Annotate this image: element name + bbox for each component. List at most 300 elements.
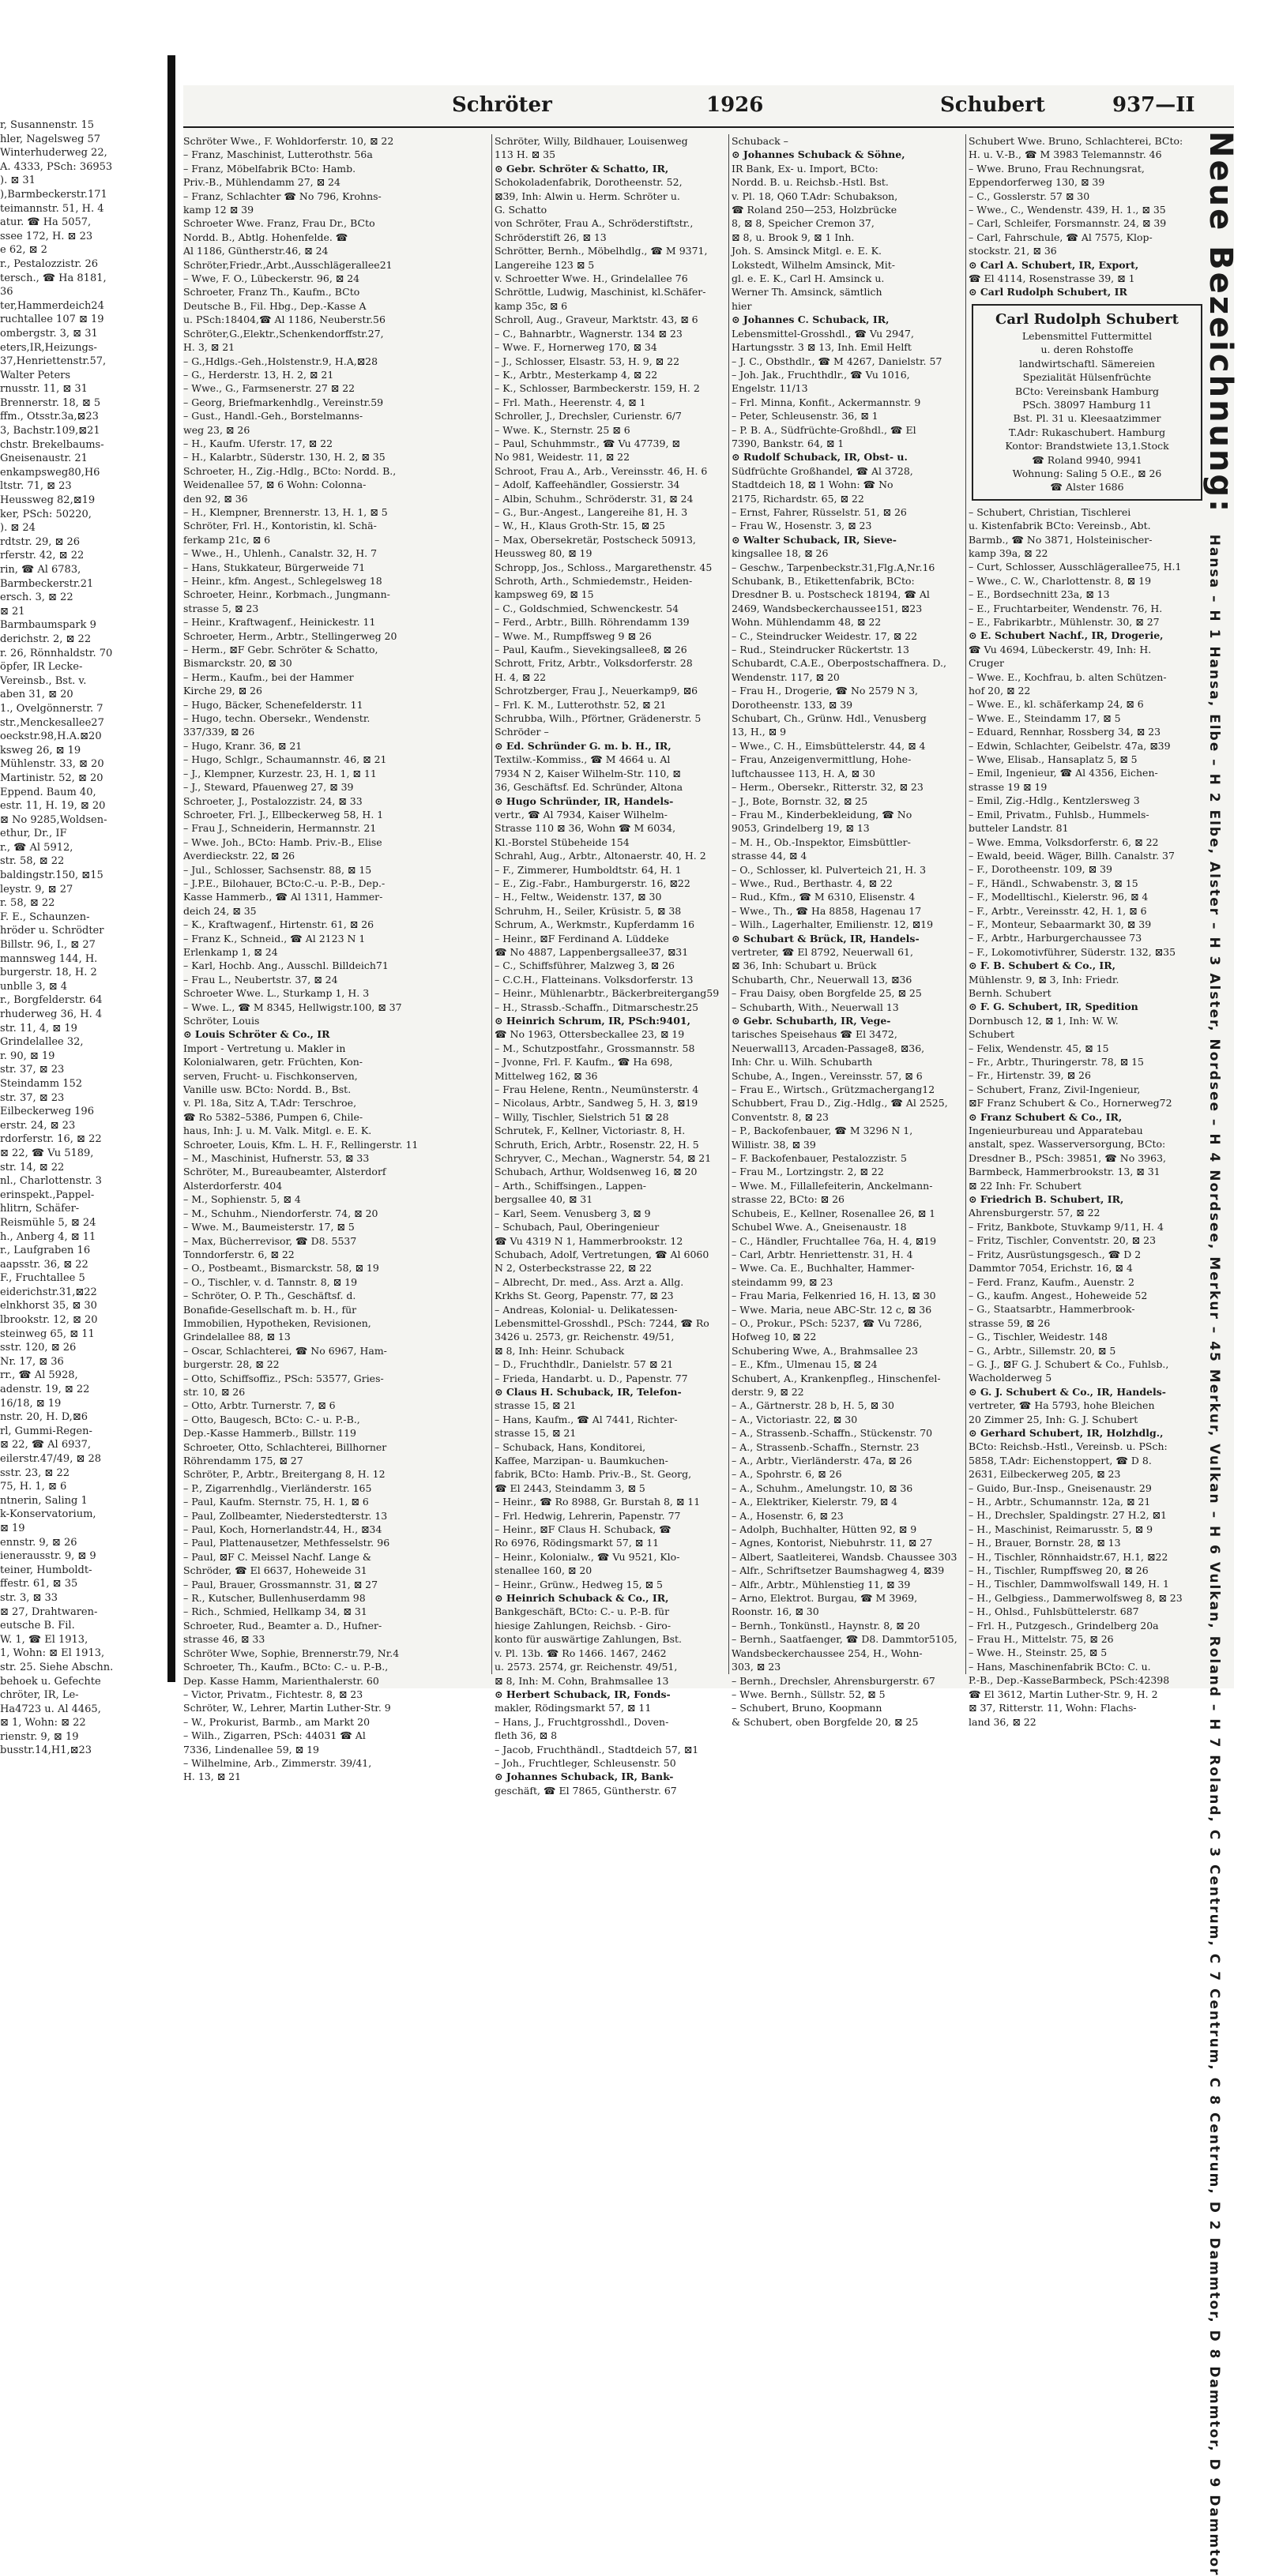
directory-entry: Schubel Wwe. A., Gneisenaustr. 18 bbox=[732, 1221, 907, 1234]
directory-entry: stockstr. 21, ⊠ 36 bbox=[969, 245, 1057, 257]
directory-entry: – A., Strassenb.-Schaffn., Stückenstr. 70 bbox=[732, 1427, 933, 1440]
directory-entry: Schröder, ☎ El 6637, Hoheweide 31 bbox=[183, 1564, 367, 1577]
directory-entry: – Heinr., ⊠F Claus H. Schuback, ☎ bbox=[495, 1523, 672, 1536]
directory-entry: – H., Arbtr., Schumannstr. 12a, ⊠ 21 bbox=[969, 1496, 1151, 1508]
directory-entry: – C., Händler, Fruchtallee 76a, H. 4, ⊠19 bbox=[732, 1234, 937, 1247]
directory-entry: 303, ⊠ 23 bbox=[732, 1661, 781, 1673]
directory-entry: luftchaussee 113, H. A, ⊠ 30 bbox=[732, 767, 875, 779]
advertisement-line: ☎ Alster 1686 bbox=[1050, 481, 1124, 494]
directory-entry: tarisches Speisehaus ☎ El 3472, bbox=[732, 1028, 897, 1041]
gutter-line: lbrookstr. 12, ⊠ 20 bbox=[0, 1314, 98, 1327]
gutter-line: steinweg 65, ⊠ 11 bbox=[0, 1327, 95, 1340]
directory-entry: Schröter,G.,Elektr.,Schenkendorffstr.27, bbox=[183, 327, 384, 340]
directory-entry: – Bernh., Drechsler, Ahrensburgerstr. 67 bbox=[732, 1674, 935, 1687]
gutter-line: str. 58, ⊠ 22 bbox=[0, 855, 65, 868]
directory-entry: – H., Tischler, Rönnhaidstr.67, H.1, ⊠22 bbox=[969, 1550, 1168, 1563]
directory-entry: – Frau Daisy, oben Borgfelde 25, ⊠ 25 bbox=[732, 987, 922, 1000]
advertisement-line: PSch. 38097 Hamburg 11 bbox=[1022, 398, 1152, 411]
directory-entry: – R., Kutscher, Bullenhuserdamm 98 bbox=[183, 1592, 366, 1605]
directory-entry: – Hugo, techn. Obersekr., Wendenstr. bbox=[183, 712, 371, 725]
directory-entry: Schubert bbox=[969, 1028, 1015, 1041]
directory-entry: – Schubach, Paul, Oberingenieur bbox=[495, 1221, 660, 1234]
directory-entry: – F., Monteur, Sebaarmarkt 30, ⊠ 39 bbox=[969, 918, 1152, 930]
directory-entry: – Heinr., Grünw., Hedweg 15, ⊠ 5 bbox=[495, 1578, 663, 1590]
directory-entry: – Ferd., Arbtr., Billh. Röhrendamm 139 bbox=[495, 616, 690, 629]
gutter-line: mannsweg 144, H. bbox=[0, 952, 98, 965]
advertisement-line: Bst. Pl. 31 u. Kleesaatzimmer bbox=[1013, 412, 1161, 425]
directory-entry: – Ferd. Franz, Kaufm., Auenstr. 2 bbox=[969, 1275, 1134, 1288]
directory-entry: – Bernh., Tonkünstl., Haynstr. 8, ⊠ 20 bbox=[732, 1619, 920, 1632]
directory-entry: ⊙ F. G. Schubert, IR, Spedition bbox=[969, 1001, 1138, 1013]
directory-entry: – Wwe., Th., ☎ Ha 8858, Hagenau 17 bbox=[732, 904, 922, 917]
directory-entry: – H., Gelbgiess., Dammerwolfsweg 8, ⊠ 23 bbox=[969, 1591, 1183, 1604]
directory-entry: ⊙ Carl Rudolph Schubert, IR bbox=[969, 286, 1127, 299]
directory-entry: serven, Frucht- u. Fischkonserven, bbox=[183, 1069, 358, 1082]
directory-entry: ⊠ 8, u. Brook 9, ⊠ 1 Inh. bbox=[732, 231, 855, 243]
directory-entry: – Guido, Bur.-Insp., Gneisenaustr. 29 bbox=[969, 1481, 1152, 1494]
directory-page bbox=[183, 85, 1239, 2576]
directory-entry: – Frieda, Handarbt. u. D., Papenstr. 77 bbox=[495, 1372, 688, 1384]
gutter-line: rdtstr. 29, ⊠ 26 bbox=[0, 535, 81, 548]
directory-entry: – O., Prokur., PSch: 5237, ☎ Vu 7286, bbox=[732, 1316, 923, 1329]
directory-entry: vertreter, ☎ Ha 5793, hohe Bleichen bbox=[969, 1399, 1155, 1412]
directory-entry: – Otto, Arbtr. Turnerstr. 7, ⊠ 6 bbox=[183, 1399, 336, 1412]
directory-entry: ⊙ Johannes Schuback & Söhne, bbox=[732, 148, 905, 161]
header-year: 1926 bbox=[706, 93, 764, 117]
gutter-line: 36 bbox=[0, 286, 13, 299]
directory-entry: Ro 6976, Rödingsmarkt 57, ⊠ 11 bbox=[495, 1537, 660, 1549]
gutter-line: eilerstr.47/49, ⊠ 28 bbox=[0, 1453, 102, 1465]
directory-entry: – O., Tischler, v. d. Tannstr. 8, ⊠ 19 bbox=[183, 1275, 358, 1288]
gutter-line: r., Laufgraben 16 bbox=[0, 1245, 91, 1257]
advertisement-line: landwirtschaftl. Sämereien bbox=[1019, 357, 1155, 370]
directory-entry: Ingenieurbureau und Apparatebau bbox=[969, 1125, 1143, 1137]
directory-entry: – Wwe., C. H., Eimsbüttelerstr. 44, ⊠ 4 bbox=[732, 739, 926, 752]
directory-entry: Joh. S. Amsinck Mitgl. e. E. K. bbox=[732, 245, 882, 257]
directory-entry: N 2, Osterbeckstrasse 22, ⊠ 22 bbox=[495, 1262, 653, 1275]
gutter-line: ksweg 26, ⊠ 19 bbox=[0, 744, 81, 757]
directory-entry: – Heinr., ☎ Ro 8988, Gr. Burstah 8, ⊠ 11 bbox=[495, 1496, 701, 1508]
gutter-line: hlitrn, Schäfer- bbox=[0, 1203, 80, 1215]
directory-entry: – Heinr., Mühlenarbtr., Bäckerbreitergang59 bbox=[495, 987, 720, 1000]
directory-entry: – Bernh., Saatfaenger, ☎ D8. Dammtor5105, bbox=[732, 1633, 957, 1646]
advertisement-line: Lebensmittel Futtermittel bbox=[1021, 329, 1153, 342]
directory-entry: – H., Kaufm. Uferstr. 17, ⊠ 22 bbox=[183, 437, 333, 449]
gutter-line: rdorferstr. 16, ⊠ 22 bbox=[0, 1133, 102, 1146]
directory-entry: ☎ El 2443, Steindamm 3, ⊠ 5 bbox=[495, 1481, 645, 1494]
directory-entry: Schroeter, Louis, Kfm. L. H. F., Rellingerstr. 11 bbox=[183, 1138, 419, 1151]
directory-entry: – Otto, Baugesch, BCto: C.- u. P.-B., bbox=[183, 1413, 360, 1425]
header-page-number: 937—II bbox=[1112, 93, 1195, 117]
gutter-line: Brennerstr. 18, ⊠ 5 bbox=[0, 396, 101, 409]
side-notice-exchanges: Hansa – H 1 Hansa, Elbe – H 2 Elbe, Alster – H 3 Alster, Nordsee – H 4 Nordsee, Merkur – 45 Merkur, Vulkan – H 6 Vulkan, Roland – H 7 Roland, C 3 Centrum, C 7 Centrum, C 8 Centrum, D 2 Dammtor, D 8 Dammtor, D 9 Dammtor bbox=[1206, 534, 1222, 2576]
directory-entry: Schruhm, H., Seiler, Krüsistr. 5, ⊠ 38 bbox=[495, 904, 682, 917]
directory-entry: 7390, Bankstr. 64, ⊠ 1 bbox=[732, 437, 845, 449]
directory-entry: – K., Arbtr., Mesterkamp 4, ⊠ 22 bbox=[495, 368, 658, 381]
directory-entry: – F., Arbtr., Harburgerchaussee 73 bbox=[969, 932, 1142, 944]
directory-entry: – Geschw., Tarpenbeckstr.31,Flg.A,Nr.16 bbox=[732, 561, 935, 573]
gutter-line: Winterhuderweg 22, bbox=[0, 147, 107, 160]
directory-entry: Wacholderweg 5 bbox=[969, 1372, 1052, 1384]
directory-entry: Kl.-Borstel Stübeheide 154 bbox=[495, 836, 630, 848]
directory-entry: ☎ El 3612, Martin Luther-Str. 9, H. 2 bbox=[969, 1688, 1158, 1700]
directory-entry: – Peter, Schleusenstr. 36, ⊠ 1 bbox=[732, 410, 878, 422]
gutter-line: e 62, ⊠ 2 bbox=[0, 244, 47, 257]
directory-entry: – J., Bote, Bornstr. 32, ⊠ 25 bbox=[732, 794, 868, 807]
directory-entry: – Carl, Fahrschule, ☎ Al 7575, Klop- bbox=[969, 231, 1153, 243]
gutter-line: ersch. 3, ⊠ 22 bbox=[0, 591, 73, 604]
directory-entry: – Rich., Schmied, Hellkamp 34, ⊠ 31 bbox=[183, 1605, 367, 1618]
directory-entry: kingsallee 18, ⊠ 26 bbox=[732, 547, 829, 560]
gutter-line: r., ☎ Al 5912, bbox=[0, 841, 73, 854]
directory-entry: Südfrüchte Großhandel, ☎ Al 3728, bbox=[732, 464, 913, 477]
directory-entry: ⊙ Ed. Schründer G. m. b. H., IR, bbox=[495, 739, 672, 752]
directory-entry: – Frau H., Mittelstr. 75, ⊠ 26 bbox=[969, 1633, 1114, 1646]
gutter-line: Eilbeckerweg 196 bbox=[0, 1106, 94, 1118]
directory-entry: – H., Maschinist, Reimarusstr. 5, ⊠ 9 bbox=[969, 1523, 1153, 1535]
gutter-line: ). ⊠ 24 bbox=[0, 522, 36, 535]
directory-entry: – Heinr., ⊠F Ferdinand A. Lüddeke bbox=[495, 932, 669, 944]
directory-entry: – Heinr., Kraftwagenf., Heinickestr. 11 bbox=[183, 616, 376, 629]
directory-entry: Barmb., ☎ No 3871, Holsteinischer- bbox=[969, 533, 1153, 546]
directory-entry: – H., Strassb.-Schaffn., Ditmarschestr.25 bbox=[495, 1001, 699, 1013]
directory-entry: – P. B. A., Südfrüchte-Großhdl., ☎ El bbox=[732, 423, 916, 436]
gutter-line: Grindelallee 32, bbox=[0, 1036, 84, 1049]
directory-entry: Dammtor 7054, Erichstr. 16, ⊠ 4 bbox=[969, 1262, 1133, 1275]
column-divider bbox=[965, 134, 966, 1674]
directory-entry: kamp 39a, ⊠ 22 bbox=[969, 546, 1048, 559]
gutter-line: ). ⊠ 31 bbox=[0, 175, 36, 187]
directory-entry: – W., H., Klaus Groth-Str. 15, ⊠ 25 bbox=[495, 520, 665, 532]
directory-entry: fleth 36, ⊠ 8 bbox=[495, 1729, 558, 1742]
directory-entry: Roonstr. 16, ⊠ 30 bbox=[732, 1605, 819, 1618]
directory-entry: – Carl, Arbtr. Henriettenstr. 31, H. 4 bbox=[732, 1248, 913, 1260]
directory-entry: – Fr., Arbtr., Thuringerstr. 78, ⊠ 15 bbox=[969, 1056, 1144, 1068]
directory-entry: strasse 5, ⊠ 23 bbox=[183, 602, 259, 614]
directory-entry: – Willy, Tischler, Sielstrich 51 ⊠ 28 bbox=[495, 1110, 669, 1123]
directory-entry: – W., Prokurist, Barmb., am Markt 20 bbox=[183, 1715, 371, 1728]
gutter-line: baldingstr.150, ⊠15 bbox=[0, 869, 103, 882]
gutter-line: Heussweg 82,⊠19 bbox=[0, 494, 96, 507]
directory-entry: Mittelweg 162, ⊠ 36 bbox=[495, 1069, 598, 1082]
directory-entry: Schroeter, J., Postalozzistr. 24, ⊠ 33 bbox=[183, 794, 363, 807]
directory-entry: – A., Spohrstr. 6, ⊠ 26 bbox=[732, 1468, 842, 1481]
directory-entry: ⊠ 8, Inh: M. Cohn, Brahmsallee 13 bbox=[495, 1674, 669, 1687]
directory-entry: kamp 12 ⊠ 39 bbox=[183, 204, 254, 216]
directory-entry: – Frau M., Kinderbekleidung, ☎ No bbox=[732, 808, 912, 820]
directory-entry: – Paul, Zollbeamter, Niederstedterstr. 13 bbox=[183, 1509, 388, 1522]
directory-entry: – Frau J., Schneiderin, Hermannstr. 21 bbox=[183, 822, 377, 835]
directory-entry: ⊙ Rudolf Schuback, IR, Obst- u. bbox=[732, 451, 908, 464]
directory-entry: – Gust., Handl.-Geh., Borstelmanns- bbox=[183, 410, 363, 422]
directory-entry: Schröter Wwe, Sophie, Brennerstr.79, Nr.4 bbox=[183, 1647, 400, 1659]
directory-entry: Kaffee, Marzipan- u. Baumkuchen- bbox=[495, 1455, 668, 1466]
gutter-line: Ha4723 u. Al 4465, bbox=[0, 1703, 101, 1715]
directory-entry: – Frl. H., Putzgesch., Grindelberg 20a bbox=[969, 1619, 1159, 1632]
directory-entry: – Joh. Jak., Fruchthdlr., ☎ Vu 1016, bbox=[732, 368, 910, 381]
directory-entry: – G., Herderstr. 13, H. 2, ⊠ 21 bbox=[183, 368, 334, 381]
directory-entry: Conventstr. 8, ⊠ 23 bbox=[732, 1110, 829, 1123]
directory-entry: Schroll, Aug., Graveur, Marktstr. 43, ⊠ 6 bbox=[495, 314, 698, 326]
directory-entry: Deutsche B., Fil. Hbg., Dep.-Kasse A bbox=[183, 299, 367, 312]
directory-entry: – H., Feltw., Weidenstr. 137, ⊠ 30 bbox=[495, 891, 662, 903]
gutter-line: ffestr. 61, ⊠ 35 bbox=[0, 1578, 78, 1590]
directory-entry: ☎ El 4114, Rosenstrasse 39, ⊠ 1 bbox=[969, 272, 1135, 285]
gutter-line: ntnerin, Saling 1 bbox=[0, 1494, 88, 1507]
directory-entry: – A., Strassenb.-Schaffn., Sternstr. 23 bbox=[732, 1440, 920, 1453]
directory-entry: – Frau H., Drogerie, ☎ No 2579 N 3, bbox=[732, 685, 919, 697]
directory-entry: Schubering Wwe, A., Brahmsallee 23 bbox=[732, 1344, 918, 1357]
directory-entry: IR Bank, Ex- u. Import, BCto: bbox=[732, 162, 878, 175]
directory-entry: Schröder – bbox=[495, 726, 549, 738]
gutter-line: elnkhorst 35, ⊠ 30 bbox=[0, 1300, 97, 1312]
directory-entry: ⊙ Johannes C. Schuback, IR, bbox=[732, 314, 890, 326]
directory-entry: – C., Steindrucker Weidestr. 17, ⊠ 22 bbox=[732, 629, 918, 642]
directory-entry: – F., Zimmerer, Humboldtstr. 64, H. 1 bbox=[495, 863, 682, 876]
directory-entry: – Otto, Schiffsoffiz., PSch: 53577, Gries- bbox=[183, 1372, 384, 1384]
directory-entry: ⊙ Heinrich Schrum, IR, PSch:9401, bbox=[495, 1015, 690, 1027]
directory-entry: – P., Zigarrenhdlg., Vierländerstr. 165 bbox=[183, 1481, 372, 1494]
directory-entry: ☎ Ro 5382–5386, Pumpen 6, Chile- bbox=[183, 1110, 363, 1123]
directory-entry: Barmbeck, Hammerbrookstr. 13, ⊠ 31 bbox=[969, 1166, 1161, 1178]
directory-entry: Langereihe 123 ⊠ 5 bbox=[495, 258, 595, 271]
directory-entry: ⊙ Hugo Schründer, IR, Handels- bbox=[495, 794, 674, 807]
gutter-line: r., Pestalozzistr. 26 bbox=[0, 257, 99, 270]
directory-entry: Tonndorferstr. 6, ⊠ 22 bbox=[183, 1248, 295, 1260]
directory-entry: Schroeter, Rud., Beamter a. D., Hufner- bbox=[183, 1619, 382, 1632]
directory-entry: derstr. 9, ⊠ 22 bbox=[732, 1385, 804, 1398]
directory-entry: – M., Schutzpostfahr., Grossmannstr. 58 bbox=[495, 1042, 695, 1054]
gutter-line: nl., Charlottenstr. 3 bbox=[0, 1175, 102, 1188]
directory-entry: – Wwe. Bernh., Süllstr. 52, ⊠ 5 bbox=[732, 1688, 886, 1700]
gutter-line: atur. ☎ Ha 5057, bbox=[0, 216, 92, 229]
directory-entry: – Wwe. E., kl. schäferkamp 24, ⊠ 6 bbox=[969, 698, 1144, 711]
directory-entry: – Frau E., Wirtsch., Grützmachergang12 bbox=[732, 1083, 935, 1096]
directory-entry: Mühlenstr. 9, ⊠ 3, Inh: Friedr. bbox=[969, 973, 1119, 986]
directory-entry: – F., Lokomotivführer, Süderstr. 132, ⊠35 bbox=[969, 945, 1176, 958]
directory-entry: Lebensmittel-Grosshdl., PSch: 7244, ☎ Ro bbox=[495, 1316, 709, 1329]
directory-entry: – Andreas, Kolonial- u. Delikatessen- bbox=[495, 1303, 678, 1316]
directory-entry: Schrott, Fritz, Arbtr., Volksdorferstr. 28 bbox=[495, 657, 693, 670]
gutter-line: r. 26, Rönnhaldstr. 70 bbox=[0, 647, 113, 659]
gutter-line: eutsche B. Fil. bbox=[0, 1620, 75, 1632]
directory-entry: Röhrendamm 175, ⊠ 27 bbox=[183, 1455, 303, 1466]
directory-entry: hiesige Zahlungen, Reichsb. - Giro- bbox=[495, 1619, 672, 1632]
directory-entry: Dresdner B., PSch: 39851, ☎ No 3963, bbox=[969, 1151, 1166, 1164]
directory-entry: ⊙ Franz Schubert & Co., IR, bbox=[969, 1110, 1123, 1123]
directory-entry: Schubert Wwe. Bruno, Schlachterei, BCto: bbox=[969, 135, 1183, 147]
directory-entry: ⊙ Gebr. Schröter & Schatto, IR, bbox=[495, 162, 669, 175]
directory-entry: – Wwe. K., Sternstr. 25 ⊠ 6 bbox=[495, 423, 630, 436]
directory-entry: ⊙ Herbert Schuback, IR, Fonds- bbox=[495, 1688, 671, 1700]
directory-entry: Bismarckstr. 20, ⊠ 30 bbox=[183, 657, 292, 670]
directory-entry: Schrum, A., Werkmstr., Kupferdamm 16 bbox=[495, 918, 695, 931]
directory-entry: 13, H., ⊠ 9 bbox=[732, 726, 787, 738]
directory-entry: – Wilhelmine, Arb., Zimmerstr. 39/41, bbox=[183, 1756, 372, 1769]
directory-entry: ⊙ Gerhard Schubert, IR, Holzhdlg., bbox=[969, 1426, 1164, 1439]
directory-entry: Alsterdorferstr. 404 bbox=[183, 1179, 283, 1192]
directory-entry: – A., Victoriastr. 22, ⊠ 30 bbox=[732, 1413, 858, 1425]
header-first-entry: Schröter bbox=[452, 93, 552, 117]
directory-entry: – Wwe. F., Hornerweg 170, ⊠ 34 bbox=[495, 341, 657, 354]
directory-entry: – Albin, Schuhm., Schröderstr. 31, ⊠ 24 bbox=[495, 492, 694, 505]
directory-entry: Schroeter, H., Zig.-Hdlg., BCto: Nordd. B., bbox=[183, 464, 397, 477]
side-notice-title: Neue Bezeichnung: bbox=[1202, 131, 1239, 515]
column-4-bottom bbox=[969, 505, 1206, 1729]
directory-entry: – E., Zig.-Fabr., Hamburgerstr. 16, ⊠22 bbox=[495, 877, 690, 889]
directory-entry: – Wwe. Emma, Volksdorferstr. 6, ⊠ 22 bbox=[969, 836, 1159, 848]
column-divider bbox=[728, 134, 729, 1674]
gutter-line: öpfer, IR Lecke- bbox=[0, 661, 83, 674]
directory-entry: – G., kaufm. Angest., Hoheweide 52 bbox=[969, 1289, 1148, 1301]
directory-entry: – Paul, Kaufm. Sternstr. 75, H. 1, ⊠ 6 bbox=[183, 1496, 369, 1508]
directory-entry: – Frau W., Hosenstr. 3, ⊠ 23 bbox=[732, 520, 872, 532]
gutter-line: h., Anberg 4, ⊠ 11 bbox=[0, 1230, 96, 1243]
directory-entry: – F., Händl., Schwabenstr. 3, ⊠ 15 bbox=[969, 877, 1138, 889]
directory-entry: Schrahl, Aug., Arbtr., Altonaerstr. 40, H. 2 bbox=[495, 850, 706, 862]
directory-entry: Schroeter, Otto, Schlachterei, Billhorner bbox=[183, 1440, 387, 1453]
directory-entry: Ahrensburgerstr. 57, ⊠ 22 bbox=[969, 1207, 1100, 1219]
directory-entry: 113 H. ⊠ 35 bbox=[495, 148, 556, 161]
directory-entry: Wandsbeckerchaussee 254, H., Wohn- bbox=[732, 1647, 923, 1659]
gutter-line: F. E., Schaunzen- bbox=[0, 911, 90, 923]
gutter-line: F., Fruchtallee 5 bbox=[0, 1272, 85, 1285]
directory-entry: – Carl, Schleifer, Forsmannstr. 24, ⊠ 39 bbox=[969, 217, 1167, 230]
directory-entry: ⊙ Gebr. Schubarth, IR, Vege- bbox=[732, 1015, 891, 1027]
directory-entry: – Frl. Minna, Konfit., Ackermannstr. 9 bbox=[732, 396, 921, 408]
directory-entry: – Fritz, Ausrüstungsgesch., ☎ D 2 bbox=[969, 1248, 1142, 1260]
directory-entry: 7336, Lindenallee 59, ⊠ 19 bbox=[183, 1743, 319, 1756]
gutter-line: ),Barmbeckerstr.171 bbox=[0, 188, 107, 201]
directory-entry: – Herm., Obersekr., Ritterstr. 32, ⊠ 23 bbox=[732, 781, 924, 794]
directory-entry: u. 2573. 2574, gr. Reichenstr. 49/51, bbox=[495, 1661, 678, 1673]
directory-entry: Textilw.-Kommiss., ☎ M 4664 u. Al bbox=[495, 753, 671, 766]
directory-entry: – G., Tischler, Weidestr. 148 bbox=[969, 1331, 1108, 1343]
gutter-line: rnusstr. 11, ⊠ 31 bbox=[0, 383, 88, 396]
directory-entry: – Franz, Möbelfabrik BCto: Hamb. bbox=[183, 162, 356, 175]
directory-entry: Schroeter, Herm., Arbtr., Stellingerweg 20 bbox=[183, 629, 397, 642]
directory-entry: von Schröter, Frau A., Schröderstiftstr., bbox=[495, 217, 694, 230]
gutter-line: str.,Menckesallee27 bbox=[0, 716, 104, 729]
directory-entry: fabrik, BCto: Hamb. Priv.-B., St. Georg, bbox=[495, 1468, 692, 1481]
directory-entry: vertr., ☎ Al 7934, Kaiser Wilhelm- bbox=[495, 808, 668, 820]
advertisement-line: Spezialität Hülsenfrüchte bbox=[1022, 371, 1152, 384]
directory-entry: strasse 22, BCto: ⊠ 26 bbox=[732, 1193, 845, 1206]
directory-entry: – K., Kraftwagenf., Hirtenstr. 61, ⊠ 26 bbox=[183, 918, 374, 931]
directory-entry: butteler Landstr. 81 bbox=[969, 822, 1069, 835]
directory-entry: Schrubba, Wilh., Pförtner, Grädenerstr. 5 bbox=[495, 712, 702, 725]
side-notice-text bbox=[1202, 131, 1239, 2576]
gutter-line: rr., ☎ Al 5928, bbox=[0, 1369, 78, 1382]
gutter-line: Martinistr. 52, ⊠ 20 bbox=[0, 772, 103, 784]
directory-entry: – Agnes, Kontorist, Niebuhrstr. 11, ⊠ 27 bbox=[732, 1537, 933, 1549]
directory-entry: – D., Fruchthdlr., Danielstr. 57 ⊠ 21 bbox=[495, 1358, 674, 1371]
gutter-line: ienerausstr. 9, ⊠ 9 bbox=[0, 1550, 96, 1563]
directory-entry: – J. C., Obsthdlr., ☎ M 4267, Danielstr. 57 bbox=[732, 355, 942, 367]
directory-entry: Strasse 110 ⊠ 36, Wohn ☎ M 6034, bbox=[495, 822, 676, 835]
directory-entry: – Wwe. M., Fillallefeiterin, Anckelmann- bbox=[732, 1179, 933, 1192]
gutter-line: ssee 172, H. ⊠ 23 bbox=[0, 230, 93, 242]
directory-entry: – F., Arbtr., Vereinsstr. 42, H. 1, ⊠ 6 bbox=[969, 904, 1147, 917]
gutter-line: aapsstr. 36, ⊠ 22 bbox=[0, 1258, 88, 1271]
directory-entry: 20 Zimmer 25, Inh: G. J. Schubert bbox=[969, 1413, 1138, 1425]
directory-entry: Wendenstr. 117, ⊠ 20 bbox=[732, 670, 840, 683]
gutter-line: ffm., Otsstr.3a,⊠23 bbox=[0, 411, 99, 423]
directory-entry: Schröter,Friedr.,Arbt.,Ausschlägerallee21 bbox=[183, 258, 393, 271]
directory-entry: H. u. V.-B., ☎ M 3983 Telemannstr. 46 bbox=[969, 148, 1162, 161]
directory-entry: Al 1186, Güntherstr.46, ⊠ 24 bbox=[183, 245, 329, 257]
directory-entry: hier bbox=[732, 299, 752, 312]
gutter-line: chstr. Brekelbaums- bbox=[0, 438, 104, 451]
gutter-line: Gneisenaustr. 21 bbox=[0, 452, 88, 465]
directory-entry: – Franz, Maschinist, Lutterothstr. 56a bbox=[183, 148, 373, 161]
gutter-line: Nr. 17, ⊠ 36 bbox=[0, 1355, 64, 1368]
gutter-line: rl, Gummi-Regen- bbox=[0, 1425, 92, 1437]
directory-entry: – J., Klempner, Kurzestr. 23, H. 1, ⊠ 11 bbox=[183, 767, 377, 779]
directory-entry: v. Pl. 13b. ☎ Ro 1466. 1467, 2462 bbox=[495, 1647, 667, 1659]
directory-entry: Schröter Wwe., F. Wohldorferstr. 10, ⊠ 22 bbox=[183, 135, 394, 147]
gutter-line: chröter, IR, Le- bbox=[0, 1689, 79, 1702]
directory-entry: No 981, Weidestr. 11, ⊠ 22 bbox=[495, 451, 630, 464]
gutter-line: str. 11, 4, ⊠ 19 bbox=[0, 1022, 77, 1035]
directory-entry: Schubeis, E., Kellner, Rosenallee 26, ⊠ 1 bbox=[732, 1207, 936, 1219]
directory-entry: – Wwe., G., Farmsenerstr. 27 ⊠ 22 bbox=[183, 382, 356, 395]
directory-entry: ☎ No 1963, Ottersbeckallee 23, ⊠ 19 bbox=[495, 1028, 685, 1041]
directory-entry: Schroeter, Th., Kaufm., BCto: C.- u. P.-B., bbox=[183, 1661, 389, 1673]
gutter-line: ⊠ 22, ☎ Vu 5189, bbox=[0, 1147, 94, 1159]
gutter-line: teiner, Humboldt- bbox=[0, 1564, 92, 1576]
directory-entry: Grindelallee 88, ⊠ 13 bbox=[183, 1331, 291, 1343]
directory-entry: – Paul, Plattenausetzer, Methfesselstr. 96 bbox=[183, 1537, 390, 1549]
directory-entry: – Wilh., Zigarren, PSch: 44031 ☎ Al bbox=[183, 1729, 366, 1742]
gutter-line: ethur, Dr., IF bbox=[0, 828, 67, 840]
directory-entry: ☎ Vu 4694, Lübeckerstr. 49, Inh: H. bbox=[969, 643, 1152, 655]
gutter-line: ombergstr. 3, ⊠ 31 bbox=[0, 327, 98, 340]
directory-entry: ⊠ 8, Inh: Heinr. Schuback bbox=[495, 1344, 625, 1357]
directory-entry: – E., Bordsechnitt 23a, ⊠ 13 bbox=[969, 588, 1110, 601]
directory-entry: – Curt, Schlosser, Ausschlägerallee75, H.1 bbox=[969, 561, 1182, 573]
directory-entry: – Franz, Schlachter ☎ No 796, Krohns- bbox=[183, 190, 382, 202]
directory-entry: – Albert, Saatleiterei, Wandsb. Chaussee 303 bbox=[732, 1550, 957, 1563]
gutter-line: A. 4333, PSch: 36953 bbox=[0, 160, 113, 173]
directory-entry: – Wwe., C. W., Charlottenstr. 8, ⊠ 19 bbox=[969, 574, 1152, 587]
gutter-line: Steindamm 152 bbox=[0, 1077, 83, 1090]
directory-entry: steindamm 99, ⊠ 23 bbox=[732, 1275, 833, 1288]
directory-entry: H. 13, ⊠ 21 bbox=[183, 1771, 242, 1783]
directory-entry: – C., Goldschmied, Schwenckestr. 54 bbox=[495, 602, 679, 614]
directory-entry: – G., Arbtr., Sillemstr. 20, ⊠ 5 bbox=[969, 1344, 1116, 1357]
directory-entry: gl. e. E. K., Carl H. Amsinck u. bbox=[732, 272, 885, 285]
directory-entry: Schröderstift 26, ⊠ 13 bbox=[495, 231, 607, 243]
directory-entry: – Georg, Briefmarkenhdlg., Vereinstr.59 bbox=[183, 396, 384, 408]
directory-entry: – Schubarth, With., Neuerwall 13 bbox=[732, 1001, 899, 1013]
directory-entry: – E., Kfm., Ulmenau 15, ⊠ 24 bbox=[732, 1358, 878, 1371]
directory-entry: – Paul, Schuhmmstr., ☎ Vu 47739, ⊠ bbox=[495, 437, 680, 449]
directory-entry: v. Pl. 18a, Sitz A, T.Adr: Terschroe, bbox=[183, 1097, 357, 1110]
directory-entry: Schrotzberger, Frau J., Neuerkamp9, ⊠6 bbox=[495, 685, 698, 697]
directory-entry: – Fritz, Tischler, Conventstr. 20, ⊠ 23 bbox=[969, 1234, 1157, 1247]
directory-entry: – F., Modelltischl., Kielerstr. 96, ⊠ 4 bbox=[969, 891, 1149, 903]
gutter-line: ennstr. 9, ⊠ 26 bbox=[0, 1536, 77, 1549]
gutter-line: 3, Bachstr.109,⊠21 bbox=[0, 425, 100, 437]
column-4 bbox=[969, 134, 1206, 1728]
directory-entry: Dorotheenstr. 133, ⊠ 39 bbox=[732, 698, 853, 711]
directory-entry: geschäft, ☎ El 7865, Güntherstr. 67 bbox=[495, 1784, 677, 1797]
directory-entry: hof 20, ⊠ 22 bbox=[969, 685, 1031, 697]
directory-entry: – Hugo, Kranr. 36, ⊠ 21 bbox=[183, 739, 303, 752]
directory-entry: Eppendorferweg 130, ⊠ 39 bbox=[969, 176, 1105, 189]
directory-entry: ⊠39, Inh: Alwin u. Herm. Schröter u. bbox=[495, 190, 680, 202]
